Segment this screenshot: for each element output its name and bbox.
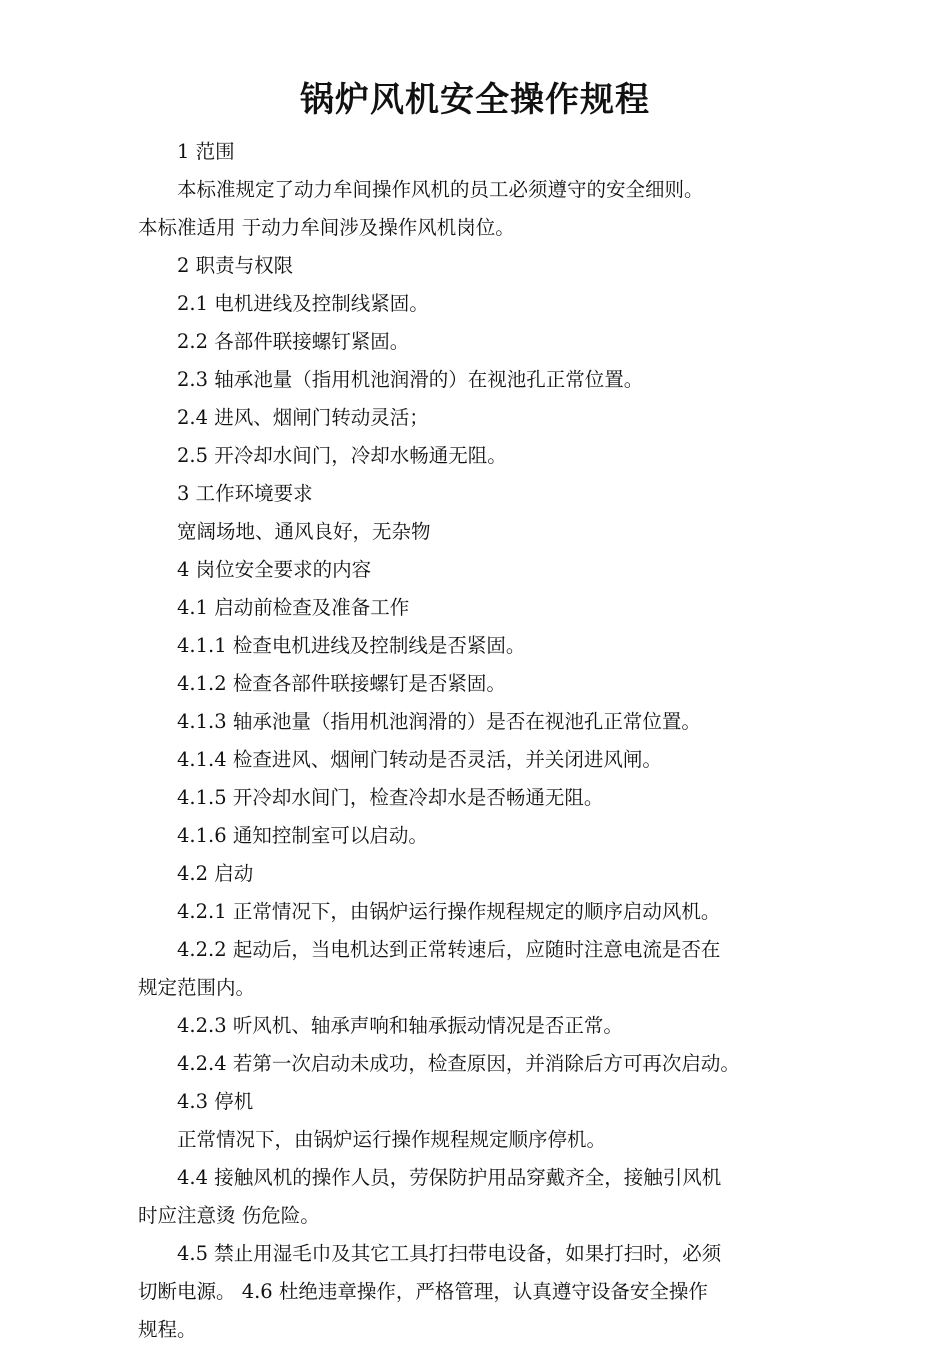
text-line: 2.3 轴承池量（指用机池润滑的）在视池孔正常位置。 — [177, 368, 644, 391]
text-line: 4.3 停机 — [177, 1090, 254, 1113]
document-title: 锅炉风机安全操作规程 — [300, 80, 650, 120]
text-line: 切断电源。 4.6 杜绝违章操作，严格管理，认真遵守设备安全操作 — [138, 1280, 708, 1303]
text-line: 4.2.2 起动后，当电机达到正常转速后，应随时注意电流是否在 — [177, 938, 721, 961]
text-line: 正常情况下，由锅炉运行操作规程规定顺序停机。 — [177, 1128, 607, 1151]
text-line: 本标准规定了动力牟间操作风机的员工必须遵守的安全细则。 — [177, 178, 704, 201]
text-line: 4.1.4 检查进风、烟闸门转动是否灵活，并关闭进风闸。 — [177, 748, 662, 771]
text-line: 2.5 开冷却水间门，冷却水畅通无阻。 — [177, 444, 507, 467]
text-line: 规程。 — [138, 1318, 197, 1341]
text-line: 4.2.3 听风机、轴承声响和轴承振动情况是否正常。 — [177, 1014, 623, 1037]
text-line: 4.1.6 通知控制室可以启动。 — [177, 824, 428, 847]
text-line: 2.1 电机进线及控制线紧固。 — [177, 292, 429, 315]
text-line: 4.1.2 检查各部件联接螺钉是否紧固。 — [177, 672, 506, 695]
text-line: 4.1.1 检查电机进线及控制线是否紧固。 — [177, 634, 526, 657]
text-line: 4.4 接触风机的操作人员，劳保防护用品穿戴齐全，接触引风机 — [177, 1166, 722, 1189]
text-line: 4.5 禁止用湿毛巾及其它工具打扫带电设备，如果打扫时，必须 — [177, 1242, 722, 1265]
text-line: 4.1 启动前检查及准备工作 — [177, 596, 410, 619]
text-line: 4.2.4 若第一次启动未成功，检查原因，并消除后方可再次启动。 — [177, 1052, 740, 1075]
text-line: 2 职责与权限 — [177, 254, 294, 277]
text-line: 时应注意烫 伤危险。 — [138, 1204, 320, 1227]
text-line: 4 岗位安全要求的内容 — [177, 558, 372, 581]
text-line: 2.4 进风、烟闸门转动灵活； — [177, 406, 429, 429]
text-line: 4.2.1 正常情况下，由锅炉运行操作规程规定的顺序启动风机。 — [177, 900, 721, 923]
text-line: 4.1.3 轴承池量（指用机池润滑的）是否在视池孔正常位置。 — [177, 710, 701, 733]
document-body — [138, 133, 818, 1349]
text-line: 4.2 启动 — [177, 862, 254, 885]
text-line: 2.2 各部件联接螺钉紧固。 — [177, 330, 410, 353]
text-line: 宽阔场地、通风良好，无杂物 — [177, 520, 431, 543]
text-line: 3 工作环境要求 — [177, 482, 313, 505]
text-line: 1 范围 — [177, 140, 235, 163]
text-line: 规定范围内。 — [138, 976, 256, 999]
text-line: 4.1.5 开冷却水间门，检查冷却水是否畅通无阻。 — [177, 786, 604, 809]
text-line: 本标准适用 于动力牟间涉及操作风机岗位。 — [138, 216, 515, 239]
